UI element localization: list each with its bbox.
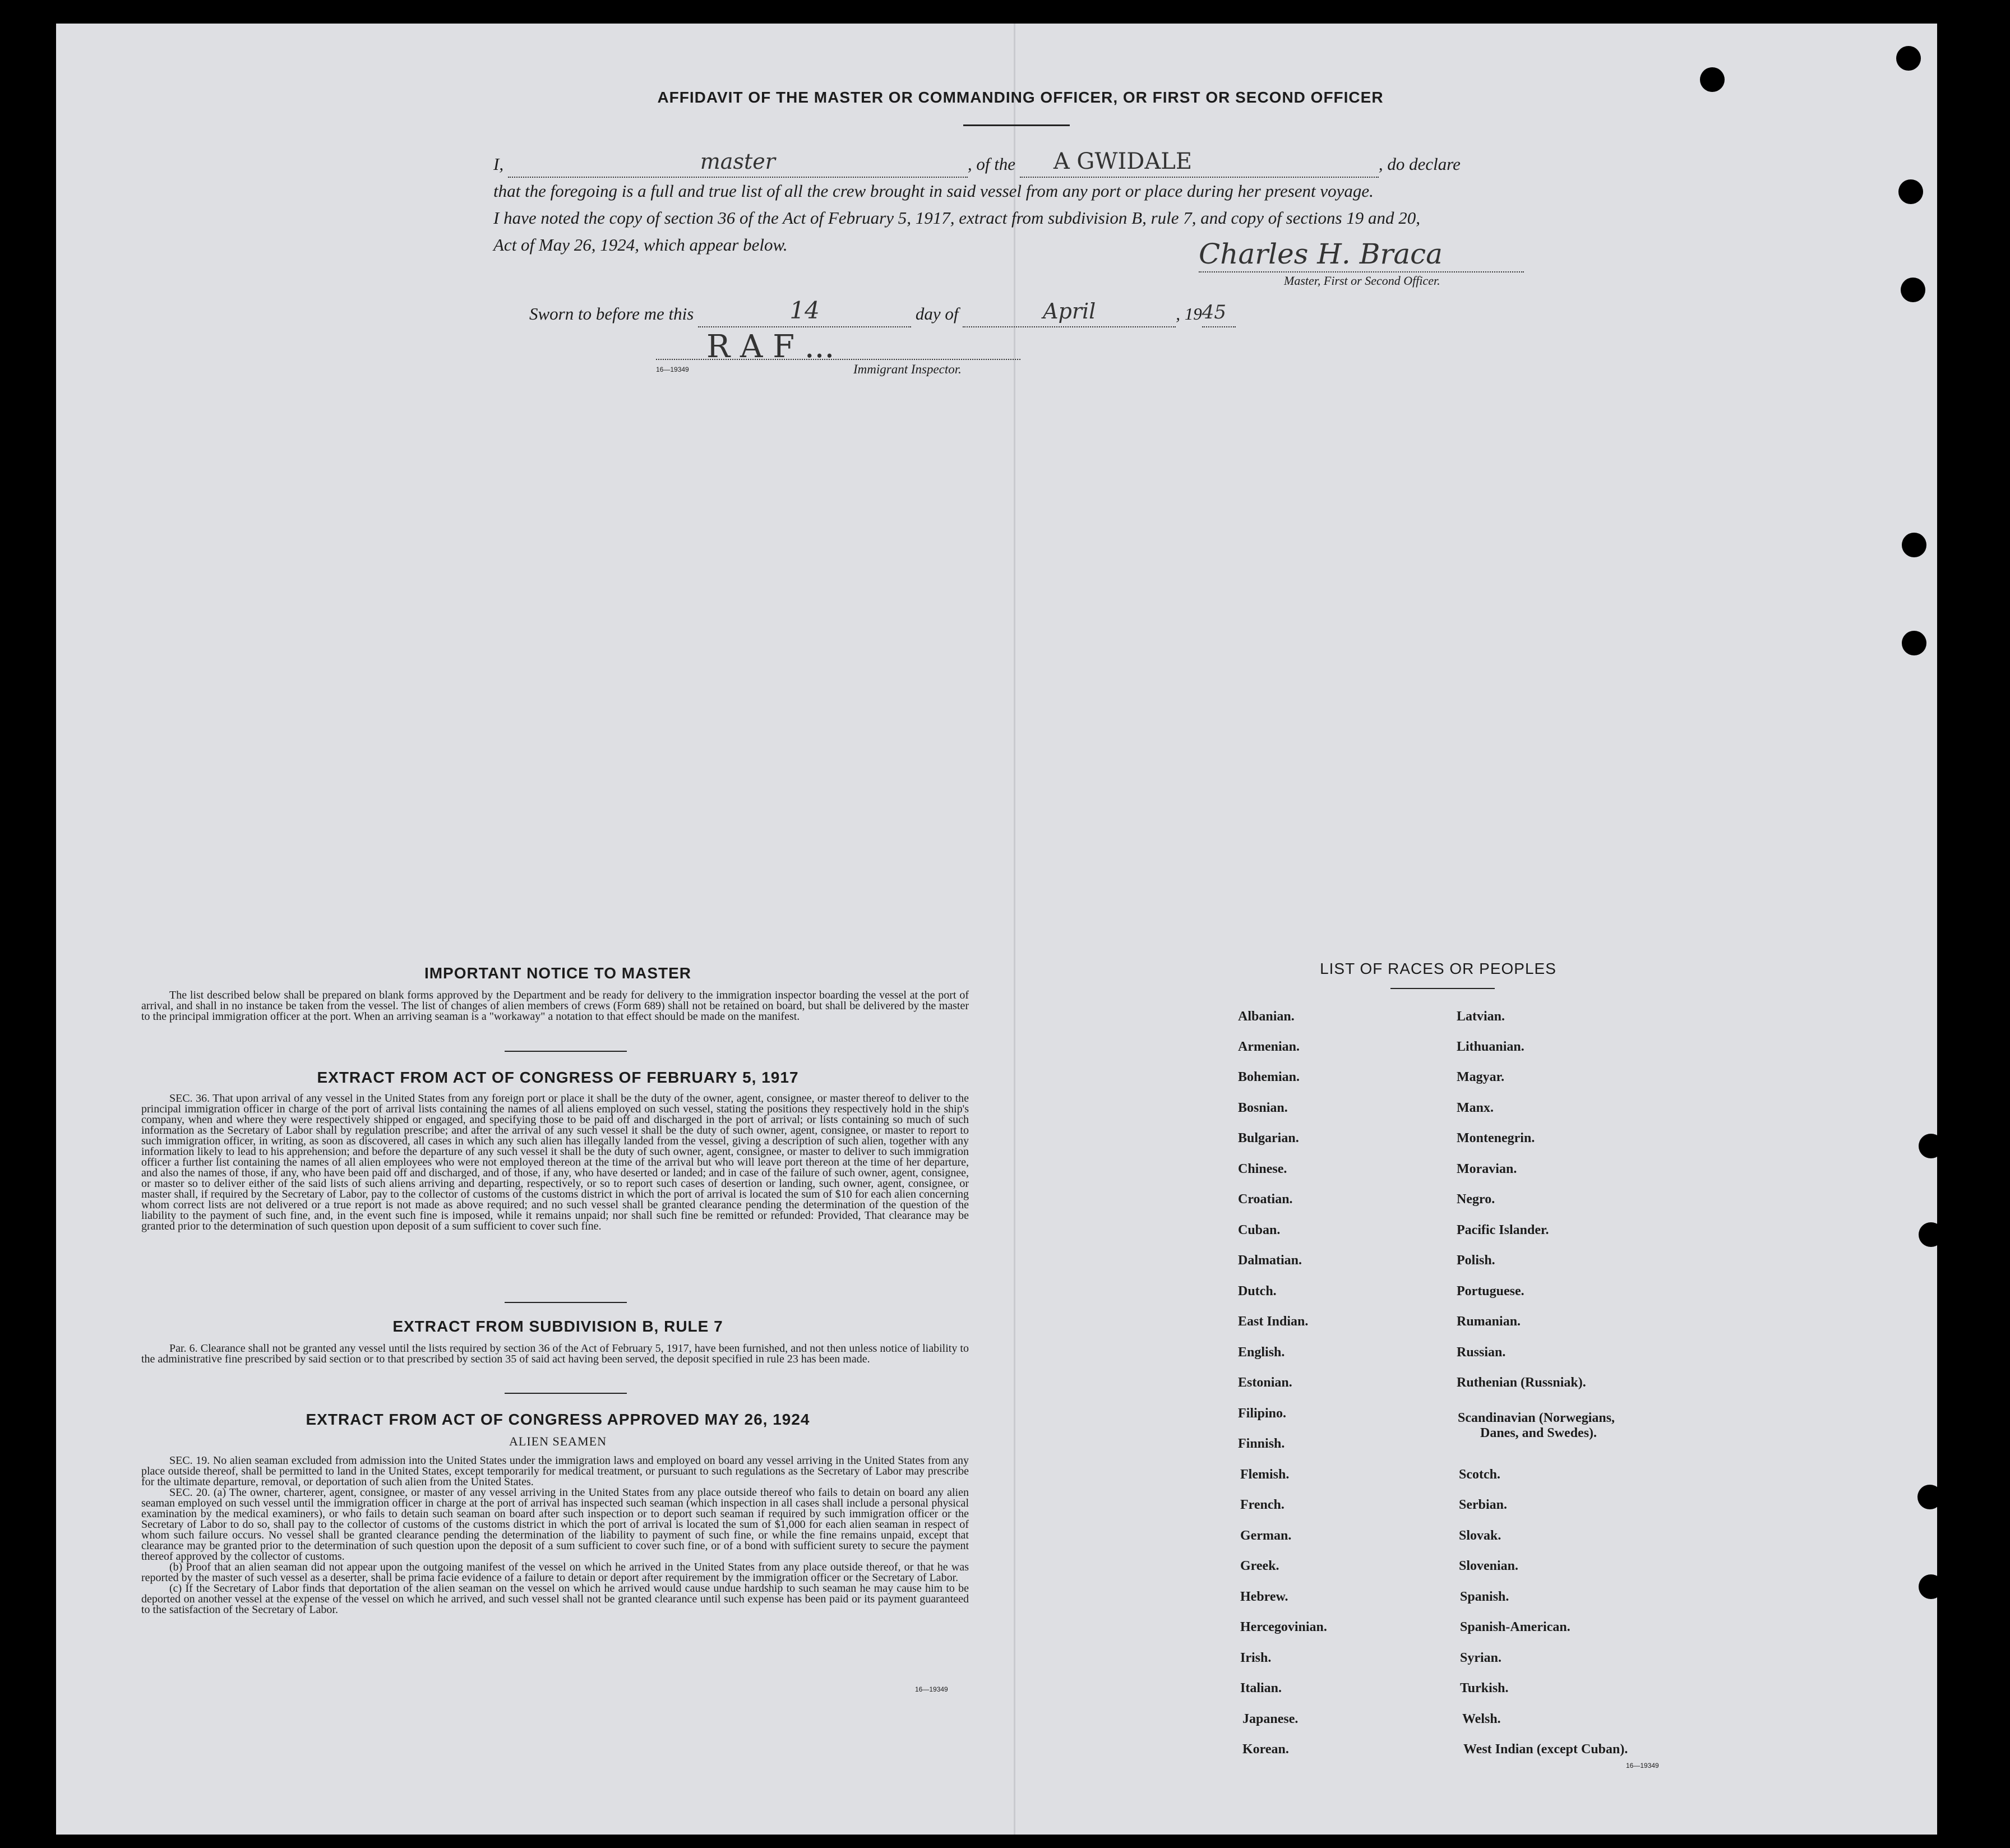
declaration-suffix: , do declare — [1378, 154, 1461, 174]
sworn-year-field — [1202, 299, 1236, 327]
race-item: Dutch. — [1238, 1284, 1277, 1299]
declaration-line-2: that the foregoing is a full and true list of all the crew brought in said vessel from any port or place during her present voyage. — [493, 181, 1374, 201]
race-item: Croatian. — [1238, 1192, 1293, 1207]
race-item: Scandinavian (Norwegians, — [1458, 1411, 1615, 1425]
notice-title: IMPORTANT NOTICE TO MASTER — [424, 964, 692, 982]
race-item: Cuban. — [1238, 1223, 1281, 1237]
race-item: Flemish. — [1240, 1467, 1290, 1482]
declaration-line-4: Act of May 26, 1924, which appear below. — [493, 235, 788, 255]
race-item: Spanish. — [1460, 1590, 1509, 1604]
extract-1917-body: SEC. 36. That upon arrival of any vessel in the United States from any foreign port or place it shall be the duty of the owner, agent, consignee, or master thereof to deliver to the principal immigration officer in charge of the port of arrival lists containing the names of all aliens employed on such vessel, stating the positions they respectively hold in the ship's company, when and where they were respectively shipped or engaged, and specifying those to be paid off and discharged in the port of arrival; or lists containing so much of such information as the Secretary of Labor shall by regulation prescribe; and after the arrival of any such vessel it shall be the duty of such owner, agent, consignee, or master to report to such immigration officer, in writing, as soon as discovered, all cases in which any such alien has illegally landed from the vessel, giving a description of such alien, together with any information likely to lead to his apprehension; and before the departure of any such vessel it shall be the duty of such owner, agent, consignee, or master to deliver to such immigration officer a further list containing the names of all alien employees who were not employed thereon at the time of the arrival but who will leave port thereon at the time of her departure, and also the names of those, if any, who have been paid off and discharged, and of those, if any, who have deserted or landed; and in case of the failure of such owner, agent, consignee, or master so to deliver either of the said lists of such aliens arriving and departing, respectively, or so to report such cases of desertion or landing, such owner, agent, consignee, or master shall, if required by the Secretary of Labor, pay to the collector of customs of the customs district in which the port of arrival is located the sum of $10 for each alien concerning whom correct lists are not delivered or a true report is not made as above required; and no such vessel shall be granted clearance pending the determination of the question of the liability to the payment of such fine, and, in the event such fine is imposed, while it remains unpaid; nor shall such fine be remitted or refunded: Provided, That clearance may be granted prior to the determination of such question upon deposit of a sum sufficient to cover such fine. — [141, 1092, 969, 1232]
race-item: Slovenian. — [1459, 1559, 1519, 1573]
race-item: Montenegrin. — [1457, 1131, 1535, 1145]
punch-hole — [1898, 179, 1923, 204]
sworn-day: 14 — [789, 297, 820, 324]
race-item: Manx. — [1457, 1101, 1494, 1115]
vessel-handwritten: A GWIDALE — [1053, 149, 1193, 174]
race-item: Ruthenian (Russniak). — [1457, 1375, 1586, 1390]
race-item: Finnish. — [1238, 1436, 1285, 1451]
extract-rule7-body: Par. 6. Clearance shall not be granted any vessel until the lists required by section 36 of the Act of February 5, 1917, have been furnished, and not then unless notice of liability to the administrative fine prescribed by said section or to that prescribed by section 35 of said act having been served, the deposit specified in rule 23 has been made. — [141, 1342, 969, 1365]
race-item: Polish. — [1457, 1253, 1495, 1268]
punch-hole — [1896, 46, 1921, 71]
race-item: Italian. — [1240, 1681, 1282, 1695]
extract-1924-body — [141, 1456, 969, 1615]
punch-hole — [1919, 1222, 1943, 1247]
declaration-mid: , of the — [967, 154, 1016, 174]
race-item: Negro. — [1457, 1192, 1495, 1207]
race-item: Moravian. — [1457, 1162, 1517, 1176]
inspector-caption: Immigrant Inspector. — [853, 362, 962, 376]
page-fold — [1014, 24, 1015, 1835]
punch-hole — [1700, 67, 1725, 92]
sec-20b: (b) Proof that an alien seaman did not appear upon the outgoing manifest of the vessel on which he arrived in the United States from any place outside thereof, or that he was reported by the master of such vessel as a deserter, shall be prima facie evidence of a failure to detain or deport after requirement by the immigration officer or the Secretary of Labor. — [141, 1561, 969, 1584]
form-number: 16—19349 — [915, 1685, 948, 1693]
race-item: Armenian. — [1238, 1040, 1300, 1054]
race-item: Slovak. — [1459, 1528, 1501, 1543]
race-item: Hebrew. — [1240, 1590, 1288, 1604]
race-item: West Indian (except Cuban). — [1463, 1742, 1628, 1757]
declaration-line-3: I have noted the copy of section 36 of the Act of February 5, 1917, extract from subdivision B, rule 7, and copy of sections 19 and 20, — [493, 208, 1421, 228]
race-item: Estonian. — [1238, 1375, 1292, 1390]
race-item: Korean. — [1242, 1742, 1289, 1757]
declaration-prefix: I, — [493, 154, 504, 174]
extract-1924-title: EXTRACT FROM ACT OF CONGRESS APPROVED MAY 26, 1924 — [306, 1411, 810, 1428]
sworn-prefix: Sworn to before me this — [529, 304, 694, 324]
race-item: Welsh. — [1462, 1712, 1501, 1726]
officer-field — [508, 148, 968, 178]
race-item: English. — [1238, 1345, 1285, 1360]
race-item: Dalmatian. — [1238, 1253, 1302, 1268]
sworn-month: April — [1043, 299, 1096, 324]
form-number: 16—19349 — [1626, 1762, 1659, 1770]
race-item: German. — [1240, 1528, 1292, 1543]
sworn-line — [529, 297, 1236, 327]
sec-20a: SEC. 20. (a) The owner, charterer, agent, consignee, or master of any vessel arriving in the United States from any place outside thereof who fails to detain on board any alien seaman employed on such vessel until the immigration officer in charge at the port of arrival has inspected such seaman (which inspection in all cases shall include a personal physical examination by the medical examiners), or who fails to detain such seaman on board after such inspection or to deport such seaman if required by such immigration officer or the Secretary of Labor to do so, shall pay to the collector of customs of the customs district in which the port of arrival is located the sum of $1,000 for each alien seaman in respect of whom such failure occurs. No vessel shall be granted clearance pending the determination of the liability to payment of such fine, or while the fine remains unpaid, except that clearance may be granted prior to the determination of such question upon the deposit of a sum sufficient to cover such fine, or of a bond with sufficient surety to secure the payment thereof approved by the collector of customs. — [141, 1486, 969, 1563]
sec-19: SEC. 19. No alien seaman excluded from admission into the United States under the immigration laws and employed on board any vessel arriving in the United States from any place outside thereof, shall be permitted to land in the United States, except temporarily for medical treatment, or pursuant to such regulations as the Secretary of Labor may prescribe for the ultimate departure, removal, or deportation of such alien from the United States. — [141, 1454, 969, 1488]
race-item: Irish. — [1240, 1651, 1272, 1665]
punch-hole — [1902, 631, 1926, 655]
race-item: Japanese. — [1242, 1712, 1299, 1726]
race-item: Rumanian. — [1457, 1314, 1521, 1329]
title-divider — [963, 124, 1070, 126]
race-item: Latvian. — [1457, 1009, 1505, 1024]
affidavit-title: AFFIDAVIT OF THE MASTER OR COMMANDING OFFICER, OR FIRST OR SECOND OFFICER — [657, 89, 1384, 106]
race-item: Danes, and Swedes). — [1480, 1426, 1597, 1440]
race-item: Russian. — [1457, 1345, 1506, 1360]
race-item: Bohemian. — [1238, 1070, 1300, 1084]
extract-rule7-title: EXTRACT FROM SUBDIVISION B, RULE 7 — [392, 1318, 723, 1335]
inspector-line — [656, 359, 1020, 360]
officer-handwritten: master — [700, 149, 775, 174]
notice-body: The list described below shall be prepared on blank forms approved by the Department and be ready for delivery to the immigration inspector boarding the vessel at the port of arrival, and shall in no instance be taken from the vessel. The list of changes of alien members of crews (Form 689) shall not be retained on board, but shall be delivered by the master to the principal immigration officer at the port. When an arriving seaman is a "workaway" a notation to that effect should be made on the manifest. — [141, 989, 969, 1023]
race-item: Hercegovinian. — [1240, 1620, 1327, 1634]
master-signature: Charles H. Braca — [1199, 238, 1443, 270]
race-item: Albanian. — [1238, 1009, 1295, 1024]
inspector-signature: R A F ... — [706, 329, 835, 365]
signature-line — [1199, 271, 1524, 272]
race-item: Lithuanian. — [1457, 1040, 1524, 1054]
extract-1924-subtitle: ALIEN SEAMEN — [509, 1434, 607, 1448]
race-item: Scotch. — [1459, 1467, 1500, 1482]
sworn-year: 45 — [1202, 301, 1226, 324]
race-item: Chinese. — [1238, 1162, 1287, 1176]
race-item: Syrian. — [1460, 1651, 1502, 1665]
race-item: Greek. — [1240, 1559, 1279, 1573]
races-divider — [1390, 988, 1495, 989]
sworn-month-field — [963, 298, 1176, 327]
race-item: Turkish. — [1460, 1681, 1509, 1695]
sworn-day-label: day of — [915, 304, 959, 324]
races-title: LIST OF RACES OR PEOPLES — [1320, 960, 1556, 977]
race-item: Bulgarian. — [1238, 1131, 1299, 1145]
extract-1917-title: EXTRACT FROM ACT OF CONGRESS OF FEBRUARY 5, 1917 — [317, 1069, 799, 1086]
punch-hole — [1902, 533, 1926, 557]
signature-caption: Master, First or Second Officer. — [1284, 274, 1440, 288]
section-divider — [505, 1393, 627, 1394]
race-item: Magyar. — [1457, 1070, 1505, 1084]
race-item: Spanish-American. — [1460, 1620, 1570, 1634]
race-item: French. — [1240, 1498, 1284, 1512]
race-item: Serbian. — [1459, 1498, 1508, 1512]
vessel-field — [1020, 148, 1379, 178]
race-item: Portuguese. — [1457, 1284, 1524, 1299]
sworn-day-field — [698, 297, 911, 327]
punch-hole — [1901, 278, 1925, 302]
race-item: East Indian. — [1238, 1314, 1309, 1329]
form-number: 16—19349 — [656, 366, 689, 373]
race-item: Pacific Islander. — [1457, 1223, 1549, 1237]
sworn-year-prefix: , 19 — [1176, 304, 1202, 324]
punch-hole — [1919, 1134, 1943, 1158]
punch-hole — [1919, 1574, 1943, 1599]
race-item: Filipino. — [1238, 1406, 1287, 1421]
section-divider — [505, 1302, 627, 1303]
race-item: Bosnian. — [1238, 1101, 1288, 1115]
punch-hole — [1917, 1485, 1942, 1509]
section-divider — [505, 1051, 627, 1052]
sec-20c: (c) If the Secretary of Labor finds that deportation of the alien seaman on the vessel on which he arrived would cause undue hardship to such seaman he may cause him to be deported on another vessel at the expense of the vessel on which he arrived, and such vessel shall not be granted clearance until such expense has been paid or its payment guaranteed to the satisfaction of the Secretary of Labor. — [141, 1582, 969, 1616]
